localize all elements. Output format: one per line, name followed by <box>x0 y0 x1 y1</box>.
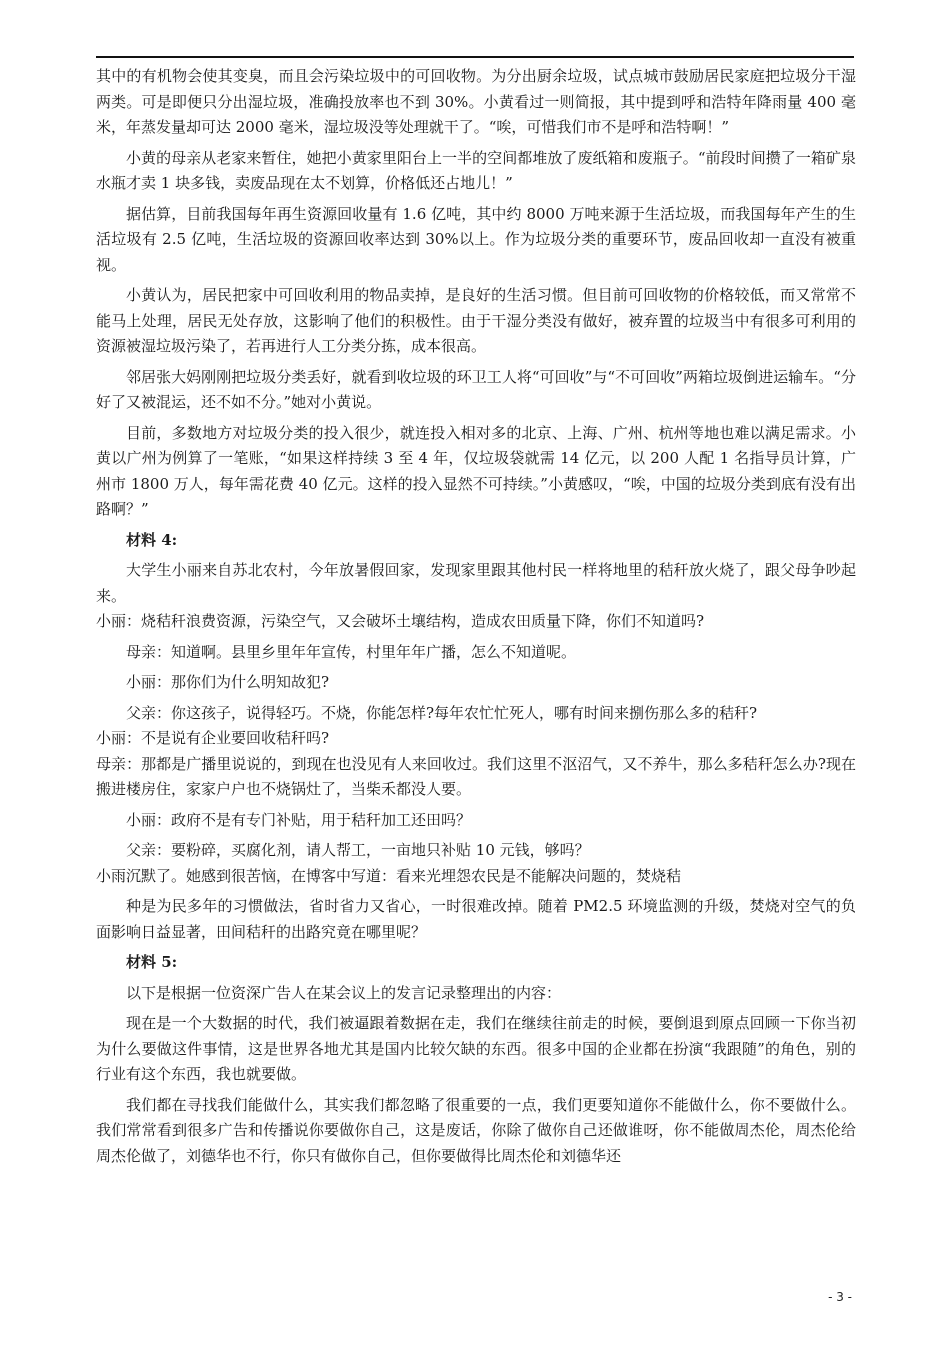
page-number: - 3 - <box>828 1290 852 1304</box>
dialogue-mother-1: 母亲：知道啊。县里乡里年年宣传，村里年年广播，怎么不知道呢。 <box>126 642 577 661</box>
paragraph-be-yourself: 我们都在寻找我们能做什么，其实我们都忽略了很重要的一点，我们更要知道你不能做什么，你不要做什么。我们常常看到很多广告和传播说你要做你自己，这是废话，你除了做你自己还做谁呀，你不能做周杰伦，周杰伦给周杰伦做了，刘德华也不行，你只有做你自己，但你要做得比周杰伦和刘德华还 <box>96 1095 856 1165</box>
dialogue-xiaoli-2: 小丽：那你们为什么明知故犯? <box>126 673 330 691</box>
paragraph-xiaoli-intro: 大学生小丽来自苏北农村，今年放暑假回家，发现家里跟其他村民一样将地里的秸秆放火烧了，跟父母争吵起来。 <box>96 561 856 605</box>
dialogue-xiaoli-3: 小丽：不是说有企业要回收秸秆吗? <box>96 729 330 747</box>
paragraph-garbage-wet-dry: 其中的有机物会使其变臭，而且会污染垃圾中的可回收物。为分出厨余垃圾，试点城市鼓励居民家庭把垃圾分干湿两类。可是即便只分出湿垃圾，准确投放率也不到 30%。小黄看过一则简报，其中提到呼和浩特年降雨量 400 毫米，年蒸发量却可达 2000 毫米，湿垃圾没等处理就干了。“唉，可惜我们市不是呼和浩特啊！” <box>96 67 856 136</box>
dialogue-xiaoli-1: 小丽：烧秸秆浪费资源，污染空气，又会破坏土壤结构，造成农田质量下降，你们不知道吗? <box>96 612 705 630</box>
paragraph-xiaoyu-blog: 小雨沉默了。她感到很苦恼，在博客中写道：看来光埋怨农民是不能解决问题的，焚烧秸 <box>96 866 682 885</box>
paragraph-recycling-estimate: 据估算，目前我国每年再生资源回收量有 1.6 亿吨，其中约 8000 万吨来源于生活垃圾，而我国每年产生的生活垃圾有 2.5 亿吨，生活垃圾的资源回收率达到 30%以上。作为垃圾分类的重要环节，废品回收却一直没有被重视。 <box>96 204 856 274</box>
heading-material-5: 材料 5: <box>126 953 178 971</box>
dialogue-mother-2: 母亲：那都是广播里说说的，到现在也没见有人来回收过。我们这里不沤沼气，又不养牛，那么多秸秆怎么办?现在搬进楼房住，家家户户也不烧锅灶了，当柴禾都没人要。 <box>96 754 856 798</box>
document-body <box>96 64 856 1169</box>
paragraph-mother-balcony: 小黄的母亲从老家来暂住，她把小黄家里阳台上一半的空间都堆放了废纸箱和废瓶子。“前段时间攒了一箱矿泉水瓶才卖 1 块多钱，卖废品现在太不划算，价格低还占地儿！” <box>96 148 856 192</box>
dialogue-father-1: 父亲：你这孩子，说得轻巧。不烧，你能怎样?每年农忙忙死人，哪有时间来捌伤那么多的秸秆? <box>126 703 758 722</box>
paragraph-ad-intro: 以下是根据一位资深广告人在某会议上的发言记录整理出的内容： <box>126 983 562 1002</box>
paragraph-straw-habit: 种是为民多年的习惯做法，省时省力又省心，一时很难改掉。随着 PM2.5 环境监测的升级，焚烧对空气的负面影响日益显著，田间秸秆的出路究竟在哪里呢？ <box>96 897 856 941</box>
dialogue-father-2: 父亲：要粉碎，买腐化剂，请人帮工，一亩地只补贴 10 元钱，够吗？ <box>126 841 590 859</box>
paragraph-investment-guangzhou: 目前，多数地方对垃圾分类的投入很少，就连投入相对多的北京、上海、广州、杭州等地也难以满足需求。小黄以广州为例算了一笔账，“如果这样持续 3 至 4 年，仅垃圾袋就需 14 亿元，以 200 人配 1 名指导员计算，广州市 1800 万人，每年需花费 40 亿元。这样的投入显然不可持续。”小黄感叹，“唉，中国的垃圾分类到底有没有出路啊？” <box>96 423 856 518</box>
paragraph-xiaohuang-opinion: 小黄认为，居民把家中可回收利用的物品卖掉，是良好的生活习惯。但目前可回收物的价格较低，而又常常不能马上处理，居民无处存放，这影响了他们的积极性。由于干湿分类没有做好，被弃置的垃圾当中有很多可利用的资源被湿垃圾污染了，若再进行人工分类分拣，成本很高。 <box>96 286 856 355</box>
heading-material-4: 材料 4: <box>126 530 178 549</box>
paragraph-neighbor-zhang: 邻居张大妈刚刚把垃圾分类丢好，就看到收垃圾的环卫工人将“可回收”与“不可回收”两箱垃圾倒进运输车。“分好了又被混运，还不如不分。”她对小黄说。 <box>96 367 856 411</box>
dialogue-xiaoli-4: 小丽：政府不是有专门补贴，用于秸秆加工还田吗？ <box>126 810 472 829</box>
paragraph-big-data: 现在是一个大数据的时代，我们被逼跟着数据在走，我们在继续往前走的时候，要倒退到原点回顾一下你当初为什么要做这件事情，这是世界各地尤其是国内比较欠缺的东西。很多中国的企业都在扮演“我跟随”的角色，别的行业有这个东西，我也就要做。 <box>96 1014 856 1083</box>
header-rule <box>96 56 854 58</box>
